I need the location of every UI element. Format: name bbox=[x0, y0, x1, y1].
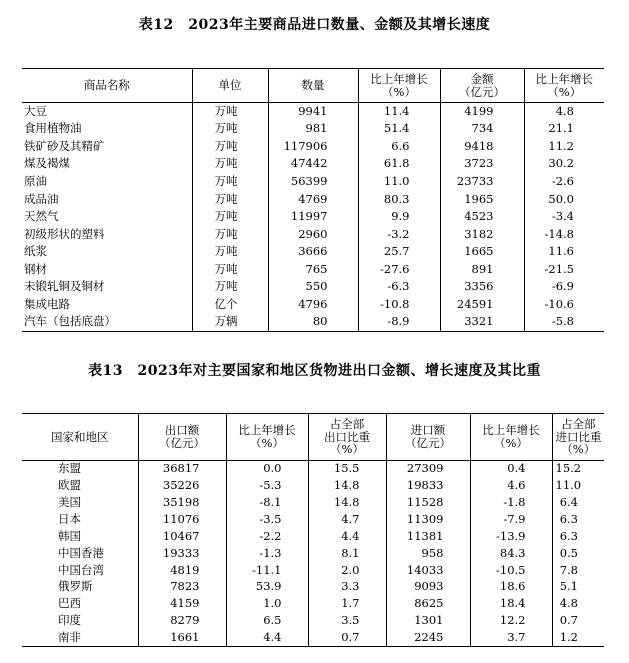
table-cell: -2.6 bbox=[524, 173, 604, 191]
table-cell: 美国 bbox=[58, 494, 81, 509]
table-cell: 25.7 bbox=[358, 243, 440, 261]
table-row bbox=[22, 138, 604, 156]
table-cell: 1.7 bbox=[308, 596, 386, 613]
table-cell: 3.7 bbox=[470, 629, 552, 646]
table13-header-cell: 占全部 进口比重 （%） bbox=[552, 414, 604, 461]
table-cell: 4.6 bbox=[470, 477, 552, 494]
table-cell: 万吨 bbox=[192, 138, 268, 156]
table-cell: 俄罗斯 bbox=[58, 579, 93, 594]
table-cell: 15.5 bbox=[308, 461, 386, 478]
table-cell: 成品油 bbox=[24, 191, 59, 206]
table-cell: -3.5 bbox=[226, 511, 308, 528]
table-cell: 1965 bbox=[440, 190, 524, 208]
table-row bbox=[22, 278, 604, 296]
table-cell: 11309 bbox=[386, 511, 470, 528]
table-cell: 550 bbox=[268, 278, 358, 296]
table-cell: 6.3 bbox=[552, 511, 604, 528]
table-cell: 15.2 bbox=[552, 461, 604, 478]
table-cell: 1665 bbox=[440, 243, 524, 261]
table-cell: 3723 bbox=[440, 155, 524, 173]
table-row bbox=[22, 261, 604, 279]
table-cell: 891 bbox=[440, 261, 524, 279]
table12-title: 表12 2023年主要商品进口数量、金额及其增长速度 bbox=[138, 17, 491, 33]
table-cell: -10.8 bbox=[358, 296, 440, 314]
table-cell: 2960 bbox=[268, 226, 358, 244]
table-cell: 14.8 bbox=[308, 494, 386, 511]
table-cell: 3182 bbox=[440, 226, 524, 244]
table-row bbox=[22, 613, 604, 630]
table-cell: 11381 bbox=[386, 528, 470, 545]
table-cell: 万吨 bbox=[192, 190, 268, 208]
table-cell: 765 bbox=[268, 261, 358, 279]
table-cell: 6.6 bbox=[358, 138, 440, 156]
table-row bbox=[22, 208, 604, 226]
table-cell: 4819 bbox=[138, 562, 226, 579]
table-cell: 4.4 bbox=[226, 629, 308, 646]
table-cell: 18.4 bbox=[470, 596, 552, 613]
table-cell: 万吨 bbox=[192, 278, 268, 296]
table-cell: 50.0 bbox=[524, 190, 604, 208]
table-cell: -7.9 bbox=[470, 511, 552, 528]
table-cell: 4769 bbox=[268, 190, 358, 208]
table-cell: -3.4 bbox=[524, 208, 604, 226]
table12 bbox=[22, 68, 604, 332]
table-cell: -3.2 bbox=[358, 226, 440, 244]
table-cell: 19833 bbox=[386, 477, 470, 494]
table-cell: -5.3 bbox=[226, 477, 308, 494]
table-row bbox=[22, 562, 604, 579]
table-cell: 30.2 bbox=[524, 155, 604, 173]
table-cell: 万吨 bbox=[192, 120, 268, 138]
table-cell: 万吨 bbox=[192, 208, 268, 226]
table-cell: 51.4 bbox=[358, 120, 440, 138]
table-cell: 8279 bbox=[138, 613, 226, 630]
table-cell: 印度 bbox=[58, 613, 81, 628]
table-cell: 56399 bbox=[268, 173, 358, 191]
table-cell: 4523 bbox=[440, 208, 524, 226]
table-cell: 1661 bbox=[138, 629, 226, 646]
table-cell: 14.8 bbox=[308, 477, 386, 494]
table-cell: 未锻轧铜及铜材 bbox=[24, 279, 105, 294]
table-cell: 11.2 bbox=[524, 138, 604, 156]
table-cell: 47442 bbox=[268, 155, 358, 173]
table-row bbox=[22, 629, 604, 646]
table-cell: -13.9 bbox=[470, 528, 552, 545]
table-cell: 巴西 bbox=[58, 596, 81, 611]
table-cell: 0.7 bbox=[552, 613, 604, 630]
table-row bbox=[22, 296, 604, 314]
table13-header-row bbox=[22, 414, 604, 461]
table-cell: 24591 bbox=[440, 296, 524, 314]
table-cell: 734 bbox=[440, 120, 524, 138]
table-cell: 61.8 bbox=[358, 155, 440, 173]
table12-header-cell: 比上年增长 （%） bbox=[524, 69, 604, 103]
table-cell: 4199 bbox=[440, 103, 524, 121]
table-cell: -8.1 bbox=[226, 494, 308, 511]
table-cell: -21.5 bbox=[524, 261, 604, 279]
table-cell: 煤及褐煤 bbox=[24, 156, 70, 171]
table-cell: 1.0 bbox=[226, 596, 308, 613]
table-cell: -10.6 bbox=[524, 296, 604, 314]
table-cell: 万吨 bbox=[192, 226, 268, 244]
table-row bbox=[22, 579, 604, 596]
table-cell: 35198 bbox=[138, 494, 226, 511]
table-cell: 集成电路 bbox=[24, 297, 70, 312]
table13 bbox=[22, 413, 604, 647]
table-cell: 5.1 bbox=[552, 579, 604, 596]
table-cell: 4.7 bbox=[308, 511, 386, 528]
table-cell: 钢材 bbox=[24, 261, 47, 276]
table13-header-cell: 出口额 （亿元） bbox=[138, 414, 226, 461]
table-cell: 9093 bbox=[386, 579, 470, 596]
table-cell: 1301 bbox=[386, 613, 470, 630]
table-cell: -2.2 bbox=[226, 528, 308, 545]
table-cell: 中国台湾 bbox=[58, 562, 104, 577]
table-cell: 3666 bbox=[268, 243, 358, 261]
table12-header-cell: 金额 （亿元） bbox=[440, 69, 524, 103]
table-cell: 7.8 bbox=[552, 562, 604, 579]
table13-header-cell: 比上年增长 （%） bbox=[470, 414, 552, 461]
table12-header-cell: 单位 bbox=[192, 69, 268, 103]
table-cell: 7823 bbox=[138, 579, 226, 596]
table-row bbox=[22, 120, 604, 138]
table-row bbox=[22, 155, 604, 173]
table-row bbox=[22, 545, 604, 562]
table-cell: 11.0 bbox=[358, 173, 440, 191]
table-cell: 东盟 bbox=[58, 461, 81, 476]
table-cell: 6.3 bbox=[552, 528, 604, 545]
table-cell: 初级形状的塑料 bbox=[24, 226, 105, 241]
table-cell: 117906 bbox=[268, 138, 358, 156]
table-cell: 3356 bbox=[440, 278, 524, 296]
table-cell: 3321 bbox=[440, 314, 524, 332]
table-cell: 万吨 bbox=[192, 103, 268, 121]
table-cell: 万吨 bbox=[192, 155, 268, 173]
table-cell: 0.4 bbox=[470, 461, 552, 478]
table-cell: 18.6 bbox=[470, 579, 552, 596]
table-cell: 9.9 bbox=[358, 208, 440, 226]
table-cell: 84.3 bbox=[470, 545, 552, 562]
table-row bbox=[22, 190, 604, 208]
table-row bbox=[22, 477, 604, 494]
table-cell: 8.1 bbox=[308, 545, 386, 562]
table-cell: 8625 bbox=[386, 596, 470, 613]
table-cell: 食用植物油 bbox=[24, 121, 82, 136]
table12-header-row bbox=[22, 69, 604, 103]
table-cell: 19333 bbox=[138, 545, 226, 562]
table12-header-cell: 数量 bbox=[268, 69, 358, 103]
table-cell: 4.4 bbox=[308, 528, 386, 545]
table-cell: -27.6 bbox=[358, 261, 440, 279]
table-cell: 2.0 bbox=[308, 562, 386, 579]
table-cell: 11.0 bbox=[552, 477, 604, 494]
table-cell: 中国香港 bbox=[58, 545, 104, 560]
table-cell: 36817 bbox=[138, 461, 226, 478]
table13-header-cell: 比上年增长 （%） bbox=[226, 414, 308, 461]
table-cell: 韩国 bbox=[58, 528, 81, 543]
table-row bbox=[22, 528, 604, 545]
table-cell: 11.6 bbox=[524, 243, 604, 261]
table-cell: 11076 bbox=[138, 511, 226, 528]
table-row bbox=[22, 243, 604, 261]
table-cell: 南非 bbox=[58, 629, 81, 644]
table12-header-cell: 商品名称 bbox=[83, 78, 130, 93]
table-cell: 14033 bbox=[386, 562, 470, 579]
table-cell: 9418 bbox=[440, 138, 524, 156]
table-row bbox=[22, 173, 604, 191]
table-cell: 万吨 bbox=[192, 261, 268, 279]
table-cell: -6.9 bbox=[524, 278, 604, 296]
table-cell: 9941 bbox=[268, 103, 358, 121]
table13-title: 表13 2023年对主要国家和地区货物进出口金额、增长速度及其比重 bbox=[88, 363, 541, 379]
table-cell: 6.4 bbox=[552, 494, 604, 511]
table-cell: 0.7 bbox=[308, 629, 386, 646]
table-cell: 亿个 bbox=[192, 296, 268, 314]
table-row bbox=[22, 596, 604, 613]
table-cell: 万辆 bbox=[192, 314, 268, 332]
table-cell: 大豆 bbox=[24, 103, 47, 118]
table-row bbox=[22, 314, 604, 332]
table-cell: 3.3 bbox=[308, 579, 386, 596]
table-cell: -5.8 bbox=[524, 314, 604, 332]
table-cell: 汽车（包括底盘） bbox=[24, 314, 116, 329]
table13-header-cell: 进口额 （亿元） bbox=[386, 414, 470, 461]
table-cell: 21.1 bbox=[524, 120, 604, 138]
table-cell: 4159 bbox=[138, 596, 226, 613]
table-cell: 11528 bbox=[386, 494, 470, 511]
table-cell: 2245 bbox=[386, 629, 470, 646]
table-cell: 11997 bbox=[268, 208, 358, 226]
table-cell: 万吨 bbox=[192, 173, 268, 191]
table-cell: 4.8 bbox=[524, 103, 604, 121]
table-cell: -10.5 bbox=[470, 562, 552, 579]
table-cell: 欧盟 bbox=[58, 478, 81, 493]
table-cell: 12.2 bbox=[470, 613, 552, 630]
table-cell: 铁矿砂及其精矿 bbox=[24, 138, 105, 153]
table-cell: 80 bbox=[268, 314, 358, 332]
table13-header-cell: 国家和地区 bbox=[51, 429, 109, 444]
table-cell: 日本 bbox=[58, 511, 81, 526]
table-cell: 23733 bbox=[440, 173, 524, 191]
table-cell: -14.8 bbox=[524, 226, 604, 244]
table-cell: 原油 bbox=[24, 173, 47, 188]
table-row bbox=[22, 511, 604, 528]
table-cell: 35226 bbox=[138, 477, 226, 494]
table-cell: 80.3 bbox=[358, 190, 440, 208]
table-cell: -1.3 bbox=[226, 545, 308, 562]
table-row bbox=[22, 103, 604, 121]
table-cell: 958 bbox=[386, 545, 470, 562]
table-cell: 1.2 bbox=[552, 629, 604, 646]
table-row bbox=[22, 494, 604, 511]
table-cell: 10467 bbox=[138, 528, 226, 545]
table12-header-cell: 比上年增长 （%） bbox=[358, 69, 440, 103]
table-cell: 3.5 bbox=[308, 613, 386, 630]
table-cell: 11.4 bbox=[358, 103, 440, 121]
table-cell: 0.0 bbox=[226, 461, 308, 478]
table-cell: -1.8 bbox=[470, 494, 552, 511]
table-cell: 天然气 bbox=[24, 209, 59, 224]
table-cell: -8.9 bbox=[358, 314, 440, 332]
table-cell: 6.5 bbox=[226, 613, 308, 630]
table13-header-cell: 占全部 出口比重 （%） bbox=[308, 414, 386, 461]
table-cell: 53.9 bbox=[226, 579, 308, 596]
table-cell: 0.5 bbox=[552, 545, 604, 562]
table-row bbox=[22, 226, 604, 244]
table-cell: 27309 bbox=[386, 461, 470, 478]
table-cell: 万吨 bbox=[192, 243, 268, 261]
table-cell: 981 bbox=[268, 120, 358, 138]
table-cell: 4796 bbox=[268, 296, 358, 314]
table-cell: -6.3 bbox=[358, 278, 440, 296]
table-cell: 纸浆 bbox=[24, 244, 47, 259]
table-cell: -11.1 bbox=[226, 562, 308, 579]
table-cell: 4.8 bbox=[552, 596, 604, 613]
table-row bbox=[22, 461, 604, 478]
